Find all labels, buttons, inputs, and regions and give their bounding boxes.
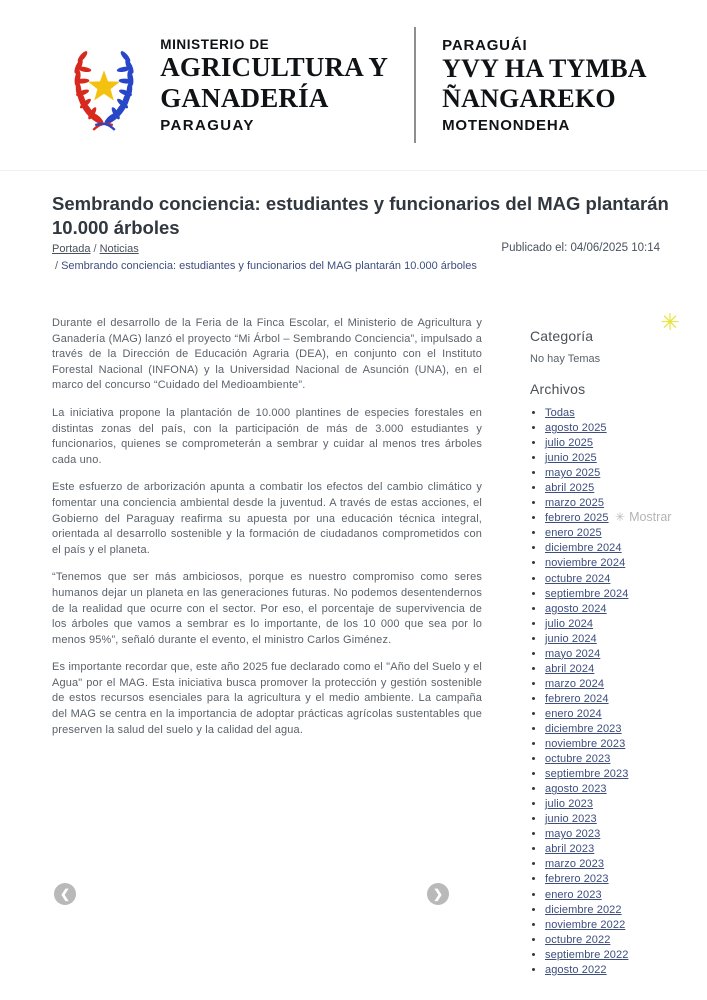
archive-item (545, 692, 698, 707)
logo-text-guarani (442, 37, 647, 134)
archive-link[interactable]: agosto 2023 (545, 783, 607, 796)
site-header (0, 0, 707, 171)
logo-text-spanish (160, 37, 388, 134)
breadcrumb-link-portada[interactable]: Portada (52, 243, 91, 255)
archive-item (545, 511, 698, 526)
archives-heading: Archivos (530, 381, 586, 397)
archive-link[interactable]: abril 2024 (545, 662, 595, 675)
archive-item (545, 933, 698, 948)
category-empty-text: No hay Temas (530, 353, 601, 365)
archive-link[interactable]: julio 2025 (545, 437, 594, 450)
logo-line: YVY HA TYMBA (442, 53, 647, 83)
sidebar (530, 328, 698, 978)
archive-item (545, 662, 698, 677)
archive-item (545, 903, 698, 918)
archive-link[interactable]: febrero 2025 (545, 512, 609, 525)
laurel-wreath-logo-icon (60, 35, 148, 135)
archive-item (545, 556, 698, 571)
archive-link[interactable]: marzo 2024 (545, 677, 605, 690)
logo-line: ÑANGAREKO (442, 83, 616, 113)
chevron-left-icon: ❮ (59, 887, 71, 901)
archive-item (545, 526, 698, 541)
archive-link[interactable]: noviembre 2022 (545, 918, 626, 931)
article-paragraph: Este esfuerzo de arborización apunta a combatir los efectos del cambio climático y fomentar una conciencia ambiental desde la juventud. A través de estas acciones, el Gobierno del Paraguay reafirma su apuesta por una educación técnica integral, orientada al desarrollo sostenible y la formación de ciudadanos comprometidos con el país y el planeta. (52, 481, 482, 556)
image-carousel (52, 883, 449, 906)
chevron-right-icon: ❯ (432, 887, 444, 901)
archive-link[interactable]: diciembre 2023 (545, 722, 622, 735)
archive-item (545, 707, 698, 722)
archive-link[interactable]: febrero 2023 (545, 873, 609, 886)
ministry-logo[interactable] (60, 27, 647, 143)
archive-item (545, 918, 698, 933)
archive-link[interactable]: octubre 2023 (545, 753, 611, 766)
breadcrumb-current: Sembrando conciencia: estudiantes y funcionarios del MAG plantarán 10.000 árboles (61, 260, 477, 272)
category-heading: Categoría (530, 328, 594, 344)
archive-item (545, 842, 698, 857)
archive-link[interactable]: abril 2025 (545, 482, 595, 495)
archive-link[interactable]: marzo 2025 (545, 497, 605, 510)
accessibility-show-button[interactable] (609, 508, 673, 527)
archive-link[interactable]: junio 2025 (545, 452, 597, 465)
archive-item (545, 421, 698, 436)
logo-line: PARAGUÁI (442, 36, 528, 54)
archive-item (545, 436, 698, 451)
archive-item (545, 782, 698, 797)
archive-item (545, 572, 698, 587)
breadcrumb-separator: / (93, 243, 97, 255)
archive-link[interactable]: marzo 2023 (545, 858, 605, 871)
archive-link[interactable]: noviembre 2024 (545, 557, 626, 570)
archive-link[interactable]: enero 2023 (545, 888, 602, 901)
archive-link[interactable]: Todas (545, 407, 575, 419)
asterisk-icon: ✳ (660, 309, 680, 335)
archive-link[interactable]: enero 2025 (545, 527, 602, 540)
archives-list (530, 406, 698, 978)
carousel-prev-button[interactable] (54, 883, 76, 905)
archive-link[interactable]: abril 2023 (545, 843, 595, 856)
archive-link[interactable]: septiembre 2024 (545, 587, 629, 600)
archive-link[interactable]: octubre 2024 (545, 572, 611, 585)
logo-line: GANADERÍA (160, 82, 329, 113)
star-icon (88, 70, 120, 100)
archive-item (545, 872, 698, 887)
archive-link[interactable]: diciembre 2022 (545, 903, 622, 916)
archive-link[interactable]: diciembre 2024 (545, 542, 622, 555)
article-body (52, 316, 482, 750)
archive-item (545, 948, 698, 963)
archive-link[interactable]: mayo 2023 (545, 828, 601, 841)
archive-link[interactable]: agosto 2025 (545, 422, 607, 435)
archive-item (545, 466, 698, 481)
article-paragraph: Durante el desarrollo de la Feria de la Finca Escolar, el Ministerio de Agricultura y Ganadería (MAG) lanzó el proyecto “Mi Árbol – Sembrando Conciencia”, impulsado a través de la Dirección de Educación Agraria (DEA), en conjunto con el Instituto Forestal Nacional (INFONA) y la Universidad Nacional de Asunción (UNA), en el marco del concurso “Cuidado del Medioambiente”. (52, 317, 482, 392)
archive-link[interactable]: octubre 2022 (545, 933, 611, 946)
archive-link[interactable]: agosto 2022 (545, 963, 607, 976)
archive-item (545, 722, 698, 737)
archive-item (545, 647, 698, 662)
archive-item (545, 451, 698, 466)
archive-item (545, 587, 698, 602)
article-paragraph: Es importante recordar que, este año 2025 fue declarado como el "Año del Suelo y el Agua" por el MAG. Esta iniciativa busca promover la protección y gestión sostenible de estos recursos esenciales para la agricultura y el medio ambiente. La campaña del MAG se centra en la importancia de adoptar prácticas agrícolas sustentables que preserven la salud del suelo y la calidad del agua. (52, 661, 482, 736)
logo-line: MINISTERIO DE (160, 36, 270, 52)
asterisk-icon: ✳ (615, 510, 626, 525)
archive-item (545, 617, 698, 632)
logo-line: PARAGUAY (160, 116, 255, 134)
archive-item (545, 857, 698, 872)
archive-link[interactable]: febrero 2024 (545, 692, 609, 705)
logo-line: AGRICULTURA Y (160, 51, 389, 82)
carousel-next-button[interactable] (427, 883, 449, 905)
archive-item (545, 812, 698, 827)
archive-item (545, 632, 698, 647)
archive-link[interactable]: mayo 2025 (545, 467, 601, 480)
logo-line: MOTENONDEHA (442, 116, 571, 134)
logo-divider (414, 27, 416, 143)
archive-item (545, 481, 698, 496)
archive-link[interactable]: septiembre 2022 (545, 948, 629, 961)
archive-link[interactable]: junio 2024 (545, 632, 597, 645)
article-paragraph: La iniciativa propone la plantación de 10.000 plantines de especies forestales en distintas zonas del país, con la participación de más de 3.000 estudiantes y funcionarios, quienes se comprometerán a sembrar y cuidar al menos tres árboles cada uno. (52, 406, 482, 466)
breadcrumb (52, 241, 504, 274)
archive-link[interactable]: septiembre 2023 (545, 768, 629, 781)
archive-item (545, 602, 698, 617)
breadcrumb-link-noticias[interactable]: Noticias (99, 243, 139, 255)
archive-link[interactable]: enero 2024 (545, 707, 602, 720)
archive-item (545, 827, 698, 842)
archive-item (545, 767, 698, 782)
archive-link[interactable]: agosto 2024 (545, 602, 607, 615)
archive-link[interactable]: junio 2023 (545, 813, 597, 826)
archive-item (545, 737, 698, 752)
accessibility-show-label: Mostrar (629, 510, 672, 525)
page-title: Sembrando conciencia: estudiantes y funcionarios del MAG plantarán 10.000 árboles (52, 193, 669, 238)
archive-item (545, 406, 698, 421)
archive-item (545, 541, 698, 556)
archive-item (545, 888, 698, 903)
article-paragraph: “Tenemos que ser más ambiciosos, porque es nuestro compromiso como seres humanos dejar un planeta en las generaciones futuras. No podemos desentendernos de la realidad que ocurre con el sector. Por eso, el porcentaje de supervivencia de los árboles que vamos a sembrar es lo importante, de los 10 000 que sea por lo menos 95%”, señaló durante el evento, el ministro Carlos Giménez. (52, 571, 482, 646)
archive-link[interactable]: mayo 2024 (545, 647, 601, 660)
breadcrumb-separator: / (55, 260, 59, 272)
archive-item (545, 752, 698, 767)
archive-item (545, 677, 698, 692)
published-date: Publicado el: 04/06/2025 10:14 (501, 242, 660, 254)
archive-link[interactable]: noviembre 2023 (545, 738, 626, 751)
archive-item (545, 797, 698, 812)
archive-item (545, 963, 698, 978)
archive-link[interactable]: julio 2024 (545, 617, 594, 630)
archive-link[interactable]: julio 2023 (545, 798, 594, 811)
